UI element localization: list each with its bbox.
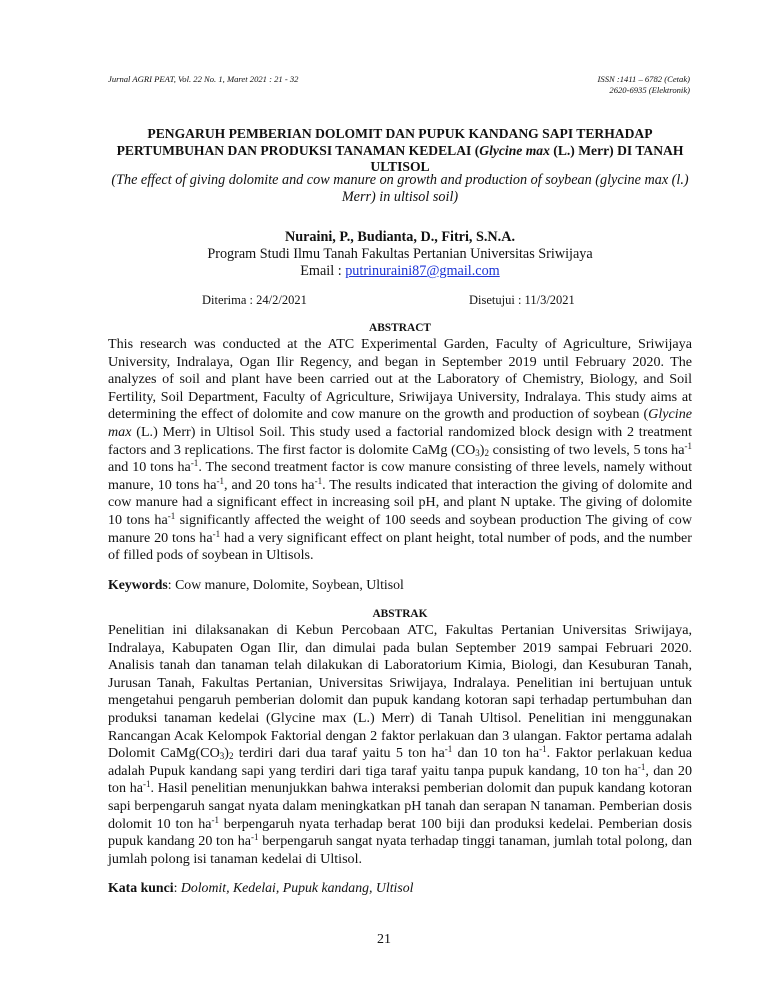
approved-date: Disetujui : 11/3/2021 [469, 293, 575, 307]
keywords-value: Cow manure, Dolomite, Soybean, Ultisol [175, 577, 404, 592]
email-line [108, 263, 692, 280]
email-label: Email : [300, 263, 346, 279]
issn-print: ISSN :1411 – 6782 (Cetak) [597, 74, 690, 84]
keywords-label: Keywords [108, 577, 168, 592]
issn-online: 2620-6935 (Elektronik) [609, 85, 690, 95]
received-date: Diterima : 24/2/2021 [202, 293, 307, 307]
abstrak-heading: ABSTRAK [372, 608, 428, 620]
email-link[interactable]: putrinuraini87@gmail.com [345, 263, 500, 279]
abstract-heading: ABSTRACT [368, 322, 432, 334]
authors: Nuraini, P., Budianta, D., Fitri, S.N.A. [284, 229, 516, 245]
english-title: (The effect of giving dolomite and cow manure on growth and production of soybean (glycine max (l.) Merr) in ultisol soil) [111, 172, 689, 205]
keywords: Keywords: Cow manure, Dolomite, Soybean, Ultisol [108, 577, 404, 592]
paper-title [108, 126, 692, 176]
title-text-2: (L.) Merr) DI TANAH ULTISOL [370, 142, 684, 174]
abstrak-body: Penelitian ini dilaksanakan di Kebun Percobaan ATC, Fakultas Pertanian Universitas Sriwijaya, Indralaya, Kabupaten Ogan Ilir, dan dimulai pada bulan September 2019 sampai Februari 2020. Analisis tanah dan tanaman telah dilakukan di Laboratorium Kimia, Biologi, dan Kesuburan Tanah, Jurusan Tanah, Fakultas Pertanian, Universitas Sriwijaya, Indralaya. Penelitian ini bertujuan untuk mengetahui pengaruh pemberian dolomit dan pupuk kandang kotoran sapi terhadap pertumbuhan dan produksi tanaman kedelai (Glycine max (L.) Merr) di Tanah Ultisol. Penelitian ini menggunakan Rancangan Acak Kelompok Faktorial dengan 2 faktor perlakuan dan 3 ulangan. Faktor pertama adalah Dolomit $CaMg(CO_3)_2$ terdiri dari dua taraf yaitu 5 ton $ha^{-1}$ dan 10 ton $ha^{-1}$. Faktor perlakuan kedua adalah Pupuk kandang sapi yang terdiri dari tiga taraf yaitu tanpa pupuk kandang, 10 ton $ha^{-1}$, dan 20 ton $ha^{-1}$. Hasil penelitian menunjukkan bahwa interaksi pemberian dolomit dan pupuk kandang kotoran sapi berpengaruh sangat nyata dalam meningkatkan pH tanah dan serapan N tanaman. Pemberian dosis dolomit 10 ton $ha^{-1}$ berpengaruh nyata terhadap berat 100 biji dan produksi kedelai. Pemberian dosis pupuk kandang 20 ton $ha^{-1}$ berpengaruh sangat nyata terhadap tinggi tanaman, jumlah total polong, dan jumlah polong isi tanaman kedelai di Ultisol. [108, 622, 693, 867]
page-number: 21 [377, 932, 391, 947]
abstract-body: This research was conducted at the ATC Experimental Garden, Faculty of Agriculture, Sriwijaya University, Indralaya, Ogan Ilir Regency, and began in September 2019 until February 2020. The analyzes of soil and plant have been carried out at the Laboratory of Chemistry, Biology, and Soil Fertility, Soil Department, Faculty of Agriculture, Sriwijaya University, Indralaya. This study aims at determining the effect of dolomite and cow manure on the growth and production of soybean (Glycine max (L.) Merr) in Ultisol Soil. This study used a factorial randomized block design with 2 treatment factors and 3 replications. The first factor is dolomite CaMg $(CO_3)_2$ consisting of two levels, 5 tons $ha^{-1}$ and 10 tons $ha^{-1}$. The second treatment factor is cow manure consisting of three levels, namely without manure, 10 tons $ha^{-1}$, and 20 tons $ha^{-1}$. The results indicated that interaction the giving of dolomite and cow manure had a significant effect in increasing soil pH, and plant N uptake. The giving of dolomite 10 tons $ha^{-1}$ significantly affected the weight of 100 seeds and soybean production The giving of cow manure 20 tons $ha^{-1}$ had a very significant effect on plant height, total number of pods, and the number of filled pods of soybean in Ultisols. [108, 336, 693, 564]
kata-kunci-value: Dolomit, Kedelai, Pupuk kandang, Ultisol [180, 880, 414, 895]
title-species-1: Glycine [479, 142, 523, 158]
title-text-1: PENGARUH PEMBERIAN DOLOMIT DAN PUPUK KANDANG SAPI TERHADAP PERTUMBUHAN DAN PRODUKSI TANAMAN KEDELAI ( [116, 126, 653, 158]
kata-kunci-label: Kata kunci [108, 880, 174, 895]
title-species-2: max [525, 142, 550, 158]
affiliation: Program Studi Ilmu Tanah Fakultas Pertanian Universitas Sriwijaya [207, 246, 593, 262]
issn-header [598, 74, 690, 96]
kata-kunci: Kata kunci: Dolomit, Kedelai, Pupuk kandang, Ultisol [108, 880, 414, 895]
journal-header: Jurnal AGRI PEAT, Vol. 22 No. 1, Maret 2021 : 21 - 32 [108, 74, 299, 84]
